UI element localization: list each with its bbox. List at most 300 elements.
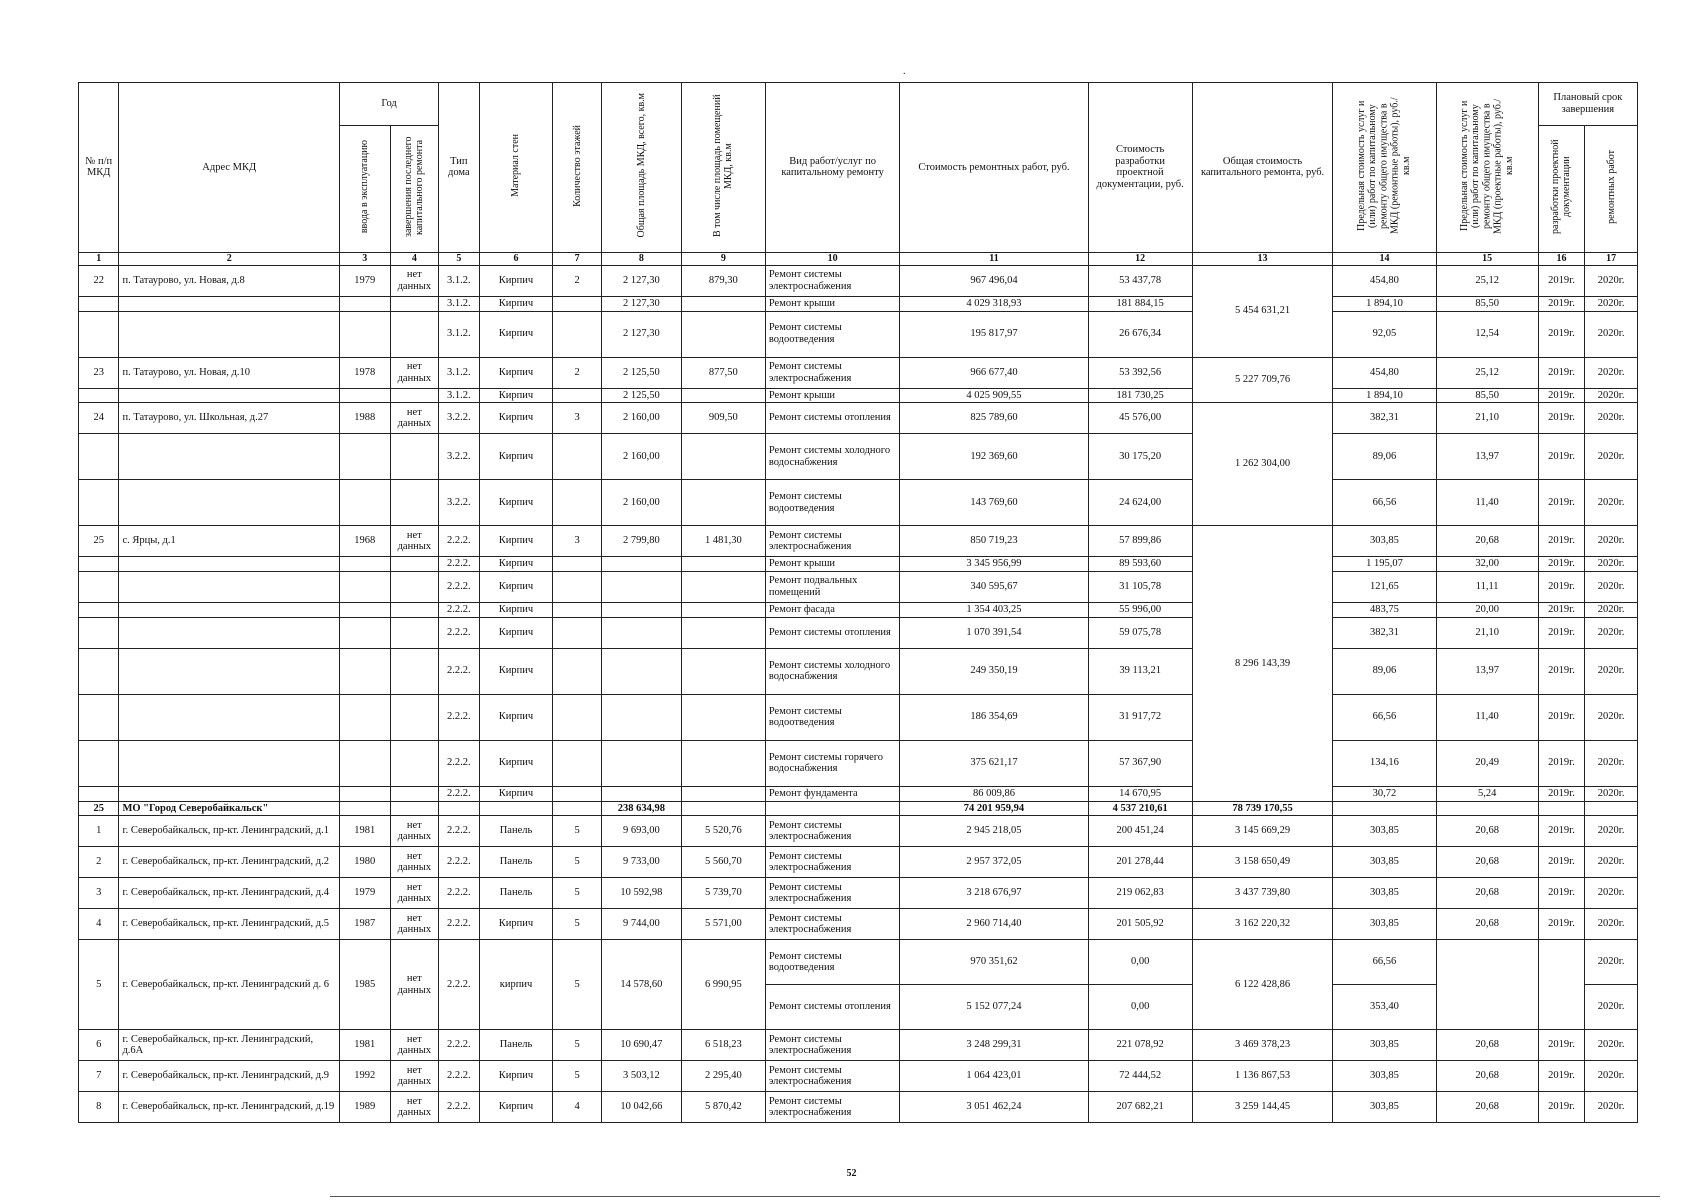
cell-total: 3 437 739,80 — [1192, 878, 1333, 909]
cell-design-cost: 201 505,92 — [1088, 909, 1192, 940]
cell-empty — [681, 801, 765, 816]
cell-design-cost: 31 917,72 — [1088, 694, 1192, 740]
cell-limit-design: 20,68 — [1436, 1030, 1538, 1061]
cell-year-repair: нет данных — [390, 940, 439, 1030]
cell-cost: 86 009,86 — [900, 786, 1088, 801]
cell-empty — [339, 296, 390, 311]
cell-limit-repair: 66,56 — [1333, 480, 1436, 526]
cell-limit-repair: 303,85 — [1333, 1092, 1436, 1123]
cell-empty — [390, 557, 439, 572]
table-row — [79, 1030, 1638, 1061]
cell-area2: 5 739,70 — [681, 878, 765, 909]
cell-empty — [681, 388, 765, 403]
col-num: 11 — [900, 252, 1088, 265]
header-work-type: Вид работ/услуг по капитальному ремонту — [765, 83, 900, 253]
cell-empty — [601, 572, 681, 603]
cell-n: 8 — [79, 1092, 119, 1123]
cell-cost: 967 496,04 — [900, 265, 1088, 296]
cell-empty — [601, 557, 681, 572]
cell-cost: 5 152 077,24 — [900, 985, 1088, 1030]
cell-date-repair: 2020г. — [1585, 1030, 1638, 1061]
col-num: 15 — [1436, 252, 1538, 265]
cell-work: Ремонт системы электроснабжения — [765, 878, 900, 909]
cell-date-repair: 2020г. — [1585, 403, 1638, 434]
cell-floors: 5 — [553, 816, 602, 847]
cell-type: 2.2.2. — [439, 1030, 479, 1061]
cell-empty — [390, 801, 439, 816]
header-floors: Количество этажей — [553, 83, 602, 253]
cell-year-built: 1981 — [339, 816, 390, 847]
cell-empty — [553, 557, 602, 572]
cell-date-design: 2019г. — [1538, 909, 1585, 940]
cell-area2: 5 520,76 — [681, 816, 765, 847]
cell-limit-repair: 303,85 — [1333, 1061, 1436, 1092]
cell-empty — [553, 434, 602, 480]
table-row — [79, 617, 1638, 648]
cell-empty — [119, 311, 340, 357]
cell-floors: 5 — [553, 878, 602, 909]
cell-address: г. Северобайкальск, пр-кт. Ленинградский, д.1 — [119, 816, 340, 847]
cell-cost: 3 218 676,97 — [900, 878, 1088, 909]
cell-year-built: 1987 — [339, 909, 390, 940]
cell-limit-design: 25,12 — [1436, 357, 1538, 388]
cell-work: Ремонт системы электроснабжения — [765, 847, 900, 878]
cell-limit-repair: 353,40 — [1333, 985, 1436, 1030]
cell-design-cost: 39 113,21 — [1088, 648, 1192, 694]
cell-date-repair: 2020г. — [1585, 526, 1638, 557]
cell-limit-design: 5,24 — [1436, 786, 1538, 801]
cell-empty — [601, 648, 681, 694]
cell-address: п. Татаурово, ул. Новая, д.8 — [119, 265, 340, 296]
cell-date-design: 2019г. — [1538, 265, 1585, 296]
cell-design-cost: 4 537 210,61 — [1088, 801, 1192, 816]
cell-material: Кирпич — [479, 1061, 553, 1092]
cell-floors: 4 — [553, 1092, 602, 1123]
cell-design-cost: 181 884,15 — [1088, 296, 1192, 311]
cell-empty — [553, 617, 602, 648]
col-num: 1 — [79, 252, 119, 265]
cell-date-design: 2019г. — [1538, 572, 1585, 603]
cell-date-repair: 2020г. — [1585, 265, 1638, 296]
cell-empty — [339, 557, 390, 572]
cell-area: 14 578,60 — [601, 940, 681, 1030]
col-num: 12 — [1088, 252, 1192, 265]
cell-type: 3.2.2. — [439, 403, 479, 434]
cell-design-cost: 221 078,92 — [1088, 1030, 1192, 1061]
cell-empty — [553, 311, 602, 357]
cell-material: Кирпич — [479, 526, 553, 557]
cell-cost: 4 025 909,55 — [900, 388, 1088, 403]
cell-year-built: 1992 — [339, 1061, 390, 1092]
col-num: 9 — [681, 252, 765, 265]
table-row — [79, 786, 1638, 801]
cell-limit-design: 13,97 — [1436, 434, 1538, 480]
cell-empty — [339, 572, 390, 603]
cell-total: 3 259 144,45 — [1192, 1092, 1333, 1123]
cell-floors: 5 — [553, 1030, 602, 1061]
cell-date-repair: 2020г. — [1585, 816, 1638, 847]
cell-date-design: 2019г. — [1538, 296, 1585, 311]
cell-area2: 5 560,70 — [681, 847, 765, 878]
cell-empty — [1333, 801, 1436, 816]
cell-empty — [79, 694, 119, 740]
cell-cost: 970 351,62 — [900, 940, 1088, 985]
cell-empty — [119, 434, 340, 480]
cell-limit-repair: 1 894,10 — [1333, 388, 1436, 403]
col-num: 5 — [439, 252, 479, 265]
cell-material: Панель — [479, 878, 553, 909]
cell-work: Ремонт системы электроснабжения — [765, 816, 900, 847]
cell-area: 9 693,00 — [601, 816, 681, 847]
cell-year-built: 1979 — [339, 265, 390, 296]
table-row — [79, 940, 1638, 985]
table-row — [79, 296, 1638, 311]
cell-cost: 2 960 714,40 — [900, 909, 1088, 940]
cell-empty — [79, 557, 119, 572]
header-plan-group: Плановый срок завершения — [1538, 83, 1637, 126]
cell-address: г. Северобайкальск, пр-кт. Ленинградский, д.4 — [119, 878, 340, 909]
header-n: № п/п МКД — [79, 83, 119, 253]
cell-empty — [390, 694, 439, 740]
cell-date-repair: 2020г. — [1585, 786, 1638, 801]
cell-limit-repair: 66,56 — [1333, 940, 1436, 985]
header-house-type: Тип дома — [439, 83, 479, 253]
cell-date-repair: 2020г. — [1585, 1092, 1638, 1123]
cell-limit-design: 11,40 — [1436, 694, 1538, 740]
col-num: 16 — [1538, 252, 1585, 265]
cell-total: 78 739 170,55 — [1192, 801, 1333, 816]
cell-empty — [1538, 940, 1585, 1030]
cell-date-design: 2019г. — [1538, 480, 1585, 526]
cell-limit-design: 20,68 — [1436, 847, 1538, 878]
cell-limit-design: 32,00 — [1436, 557, 1538, 572]
cell-floors: 5 — [553, 847, 602, 878]
cell-total: 8 296 143,39 — [1192, 526, 1333, 801]
cell-empty — [119, 740, 340, 786]
cell-limit-design: 20,68 — [1436, 1092, 1538, 1123]
cell-empty — [390, 480, 439, 526]
cell-empty — [601, 740, 681, 786]
cell-empty — [390, 388, 439, 403]
cell-date-design: 2019г. — [1538, 740, 1585, 786]
cell-work: Ремонт крыши — [765, 296, 900, 311]
cell-total: 5 454 631,21 — [1192, 265, 1333, 357]
cell-empty — [553, 388, 602, 403]
cell-address: п. Татаурово, ул. Школьная, д.27 — [119, 403, 340, 434]
cell-area: 10 592,98 — [601, 878, 681, 909]
cell-limit-repair: 1 894,10 — [1333, 296, 1436, 311]
cell-empty — [681, 694, 765, 740]
cell-date-design: 2019г. — [1538, 1092, 1585, 1123]
cell-cost: 192 369,60 — [900, 434, 1088, 480]
cell-limit-design: 11,40 — [1436, 480, 1538, 526]
cell-empty — [601, 603, 681, 618]
cell-date-design: 2019г. — [1538, 403, 1585, 434]
cell-empty — [1436, 801, 1538, 816]
table-row — [79, 572, 1638, 603]
cell-cost: 1 064 423,01 — [900, 1061, 1088, 1092]
cell-empty — [390, 648, 439, 694]
cell-year-repair: нет данных — [390, 1061, 439, 1092]
cell-date-repair: 2020г. — [1585, 296, 1638, 311]
capital-repair-table — [78, 82, 1638, 1123]
cell-year-built: 1978 — [339, 357, 390, 388]
cell-empty — [79, 648, 119, 694]
cell-year-repair: нет данных — [390, 357, 439, 388]
cell-work: Ремонт фундамента — [765, 786, 900, 801]
cell-cost: 966 677,40 — [900, 357, 1088, 388]
cell-work: Ремонт системы отопления — [765, 617, 900, 648]
cell-material: Кирпич — [479, 296, 553, 311]
cell-empty — [601, 617, 681, 648]
cell-type: 2.2.2. — [439, 557, 479, 572]
table-row — [79, 603, 1638, 618]
table-row — [79, 311, 1638, 357]
cell-year-repair: нет данных — [390, 1030, 439, 1061]
cell-empty — [1585, 801, 1638, 816]
page-number: 52 — [846, 1168, 857, 1179]
cell-year-built: 1988 — [339, 403, 390, 434]
cell-material: Кирпич — [479, 572, 553, 603]
cell-area: 2 127,30 — [601, 296, 681, 311]
cell-work: Ремонт крыши — [765, 388, 900, 403]
cell-area2: 1 481,30 — [681, 526, 765, 557]
cell-area2: 6 518,23 — [681, 1030, 765, 1061]
cell-limit-design: 21,10 — [1436, 403, 1538, 434]
cell-date-repair: 2020г. — [1585, 985, 1638, 1030]
cell-date-design: 2019г. — [1538, 847, 1585, 878]
table-row — [79, 265, 1638, 296]
cell-cost: 2 945 218,05 — [900, 816, 1088, 847]
cell-type: 2.2.2. — [439, 816, 479, 847]
cell-material: Кирпич — [479, 1092, 553, 1123]
cell-n: 4 — [79, 909, 119, 940]
cell-design-cost: 200 451,24 — [1088, 816, 1192, 847]
cell-floors: 3 — [553, 526, 602, 557]
cell-limit-repair: 89,06 — [1333, 648, 1436, 694]
cell-limit-repair: 303,85 — [1333, 526, 1436, 557]
capital-repair-table-container — [78, 82, 1638, 1123]
header-limit-design: Предельная стоимость услуг и (или) работ по капитальному ремонту общего имущества в МКД (проектные работы), руб./кв.м — [1436, 83, 1538, 253]
cell-empty — [119, 786, 340, 801]
cell-limit-repair: 483,75 — [1333, 603, 1436, 618]
cell-limit-design: 11,11 — [1436, 572, 1538, 603]
cell-date-repair: 2020г. — [1585, 311, 1638, 357]
cell-type: 2.2.2. — [439, 617, 479, 648]
cell-design-cost: 31 105,78 — [1088, 572, 1192, 603]
cell-total: 1 136 867,53 — [1192, 1061, 1333, 1092]
header-plan-design: разработки проектной документации — [1538, 126, 1585, 253]
cell-material: Кирпич — [479, 909, 553, 940]
cell-limit-repair: 1 195,07 — [1333, 557, 1436, 572]
cell-limit-repair: 303,85 — [1333, 1030, 1436, 1061]
cell-area: 2 160,00 — [601, 434, 681, 480]
cell-empty — [339, 740, 390, 786]
table-row — [79, 1061, 1638, 1092]
cell-design-cost: 55 996,00 — [1088, 603, 1192, 618]
cell-date-repair: 2020г. — [1585, 878, 1638, 909]
cell-date-design: 2019г. — [1538, 311, 1585, 357]
cell-date-repair: 2020г. — [1585, 388, 1638, 403]
cell-floors: 2 — [553, 265, 602, 296]
cell-type: 2.2.2. — [439, 878, 479, 909]
header-commission-year: ввода в эксплуатацию — [339, 126, 390, 253]
cell-limit-repair: 30,72 — [1333, 786, 1436, 801]
cell-year-repair: нет данных — [390, 403, 439, 434]
cell-type: 3.2.2. — [439, 434, 479, 480]
cell-date-design: 2019г. — [1538, 357, 1585, 388]
cell-design-cost: 59 075,78 — [1088, 617, 1192, 648]
cell-limit-repair: 92,05 — [1333, 311, 1436, 357]
cell-limit-repair: 303,85 — [1333, 847, 1436, 878]
cell-year-repair: нет данных — [390, 265, 439, 296]
cell-cost: 850 719,23 — [900, 526, 1088, 557]
cell-date-repair: 2020г. — [1585, 434, 1638, 480]
cell-cost: 3 248 299,31 — [900, 1030, 1088, 1061]
cell-area2: 877,50 — [681, 357, 765, 388]
cell-material: Кирпич — [479, 617, 553, 648]
cell-material: Кирпич — [479, 694, 553, 740]
cell-empty — [339, 801, 390, 816]
cell-empty — [390, 572, 439, 603]
cell-cost: 2 957 372,05 — [900, 847, 1088, 878]
cell-type: 2.2.2. — [439, 526, 479, 557]
cell-empty — [601, 694, 681, 740]
cell-date-repair: 2020г. — [1585, 603, 1638, 618]
cell-type: 2.2.2. — [439, 603, 479, 618]
cell-limit-design: 21,10 — [1436, 617, 1538, 648]
cell-empty — [553, 694, 602, 740]
cell-address: г. Северобайкальск, пр-кт. Ленинградский, д.19 — [119, 1092, 340, 1123]
cell-date-design: 2019г. — [1538, 603, 1585, 618]
cell-cost: 195 817,97 — [900, 311, 1088, 357]
cell-limit-design: 20,68 — [1436, 1061, 1538, 1092]
cell-work: Ремонт фасада — [765, 603, 900, 618]
cell-empty — [119, 557, 340, 572]
cell-limit-repair: 303,85 — [1333, 909, 1436, 940]
cell-work: Ремонт системы водоотведения — [765, 940, 900, 985]
col-num: 8 — [601, 252, 681, 265]
cell-type: 3.1.2. — [439, 388, 479, 403]
cell-material: Панель — [479, 1030, 553, 1061]
cell-design-cost: 0,00 — [1088, 940, 1192, 985]
cell-date-design: 2019г. — [1538, 694, 1585, 740]
cell-empty — [479, 801, 553, 816]
cell-empty — [765, 801, 900, 816]
cell-type: 2.2.2. — [439, 847, 479, 878]
cell-material: Кирпич — [479, 740, 553, 786]
cell-n: 25 — [79, 801, 119, 816]
col-num: 3 — [339, 252, 390, 265]
cell-material: Панель — [479, 816, 553, 847]
cell-design-cost: 72 444,52 — [1088, 1061, 1192, 1092]
cell-empty — [79, 786, 119, 801]
cell-material: Кирпич — [479, 648, 553, 694]
header-address: Адрес МКД — [119, 83, 340, 253]
cell-date-repair: 2020г. — [1585, 909, 1638, 940]
cell-date-design: 2019г. — [1538, 1030, 1585, 1061]
cell-area2: 6 990,95 — [681, 940, 765, 1030]
cell-address: г. Северобайкальск, пр-кт. Ленинградский, д.2 — [119, 847, 340, 878]
cell-empty — [390, 296, 439, 311]
header-design-cost: Стоимость разработки проектной документации, руб. — [1088, 83, 1192, 253]
cell-design-cost: 45 576,00 — [1088, 403, 1192, 434]
cell-cost: 4 029 318,93 — [900, 296, 1088, 311]
cell-work: Ремонт системы водоотведения — [765, 311, 900, 357]
header-last-repair-year: завершения последнего капитального ремонта — [390, 126, 439, 253]
cell-design-cost: 57 367,90 — [1088, 740, 1192, 786]
cell-empty — [553, 480, 602, 526]
cell-empty — [339, 694, 390, 740]
cell-cost: 3 051 462,24 — [900, 1092, 1088, 1123]
stray-mark: . — [903, 66, 906, 77]
cell-empty — [681, 648, 765, 694]
cell-n: 6 — [79, 1030, 119, 1061]
cell-empty — [681, 296, 765, 311]
cell-design-cost: 57 899,86 — [1088, 526, 1192, 557]
cell-date-design: 2019г. — [1538, 878, 1585, 909]
cell-area2: 909,50 — [681, 403, 765, 434]
cell-year-built: 1979 — [339, 878, 390, 909]
cell-empty — [79, 740, 119, 786]
cell-limit-repair: 382,31 — [1333, 617, 1436, 648]
cell-municipality: МО "Город Северобайкальск" — [119, 801, 340, 816]
table-row — [79, 847, 1638, 878]
cell-limit-repair: 89,06 — [1333, 434, 1436, 480]
cell-area2: 5 870,42 — [681, 1092, 765, 1123]
cell-design-cost: 26 676,34 — [1088, 311, 1192, 357]
cell-empty — [79, 617, 119, 648]
cell-empty — [339, 311, 390, 357]
cell-cost: 375 621,17 — [900, 740, 1088, 786]
cell-area2: 5 571,00 — [681, 909, 765, 940]
cell-n: 5 — [79, 940, 119, 1030]
cell-type: 2.2.2. — [439, 572, 479, 603]
cell-year-repair: нет данных — [390, 1092, 439, 1123]
cell-limit-repair: 382,31 — [1333, 403, 1436, 434]
cell-design-cost: 181 730,25 — [1088, 388, 1192, 403]
cell-cost: 1 354 403,25 — [900, 603, 1088, 618]
cell-year-repair: нет данных — [390, 878, 439, 909]
cell-area: 2 160,00 — [601, 480, 681, 526]
cell-empty — [339, 786, 390, 801]
cell-material: Кирпич — [479, 311, 553, 357]
cell-total: 3 158 650,49 — [1192, 847, 1333, 878]
cell-floors: 2 — [553, 357, 602, 388]
cell-n: 25 — [79, 526, 119, 557]
cell-work: Ремонт системы холодного водоснабжения — [765, 434, 900, 480]
cell-limit-design: 20,68 — [1436, 816, 1538, 847]
cell-empty — [79, 296, 119, 311]
cell-design-cost: 30 175,20 — [1088, 434, 1192, 480]
cell-limit-repair: 454,80 — [1333, 265, 1436, 296]
cell-work: Ремонт системы электроснабжения — [765, 526, 900, 557]
cell-area: 2 127,30 — [601, 311, 681, 357]
cell-material: Кирпич — [479, 557, 553, 572]
cell-empty — [1538, 801, 1585, 816]
cell-limit-design: 20,49 — [1436, 740, 1538, 786]
cell-empty — [79, 572, 119, 603]
cell-design-cost: 0,00 — [1088, 985, 1192, 1030]
cell-empty — [681, 557, 765, 572]
cell-work: Ремонт подвальных помещений — [765, 572, 900, 603]
col-num: 13 — [1192, 252, 1333, 265]
cell-empty — [339, 603, 390, 618]
cell-empty — [79, 603, 119, 618]
cell-area: 9 744,00 — [601, 909, 681, 940]
cell-year-repair: нет данных — [390, 816, 439, 847]
cell-empty — [390, 434, 439, 480]
